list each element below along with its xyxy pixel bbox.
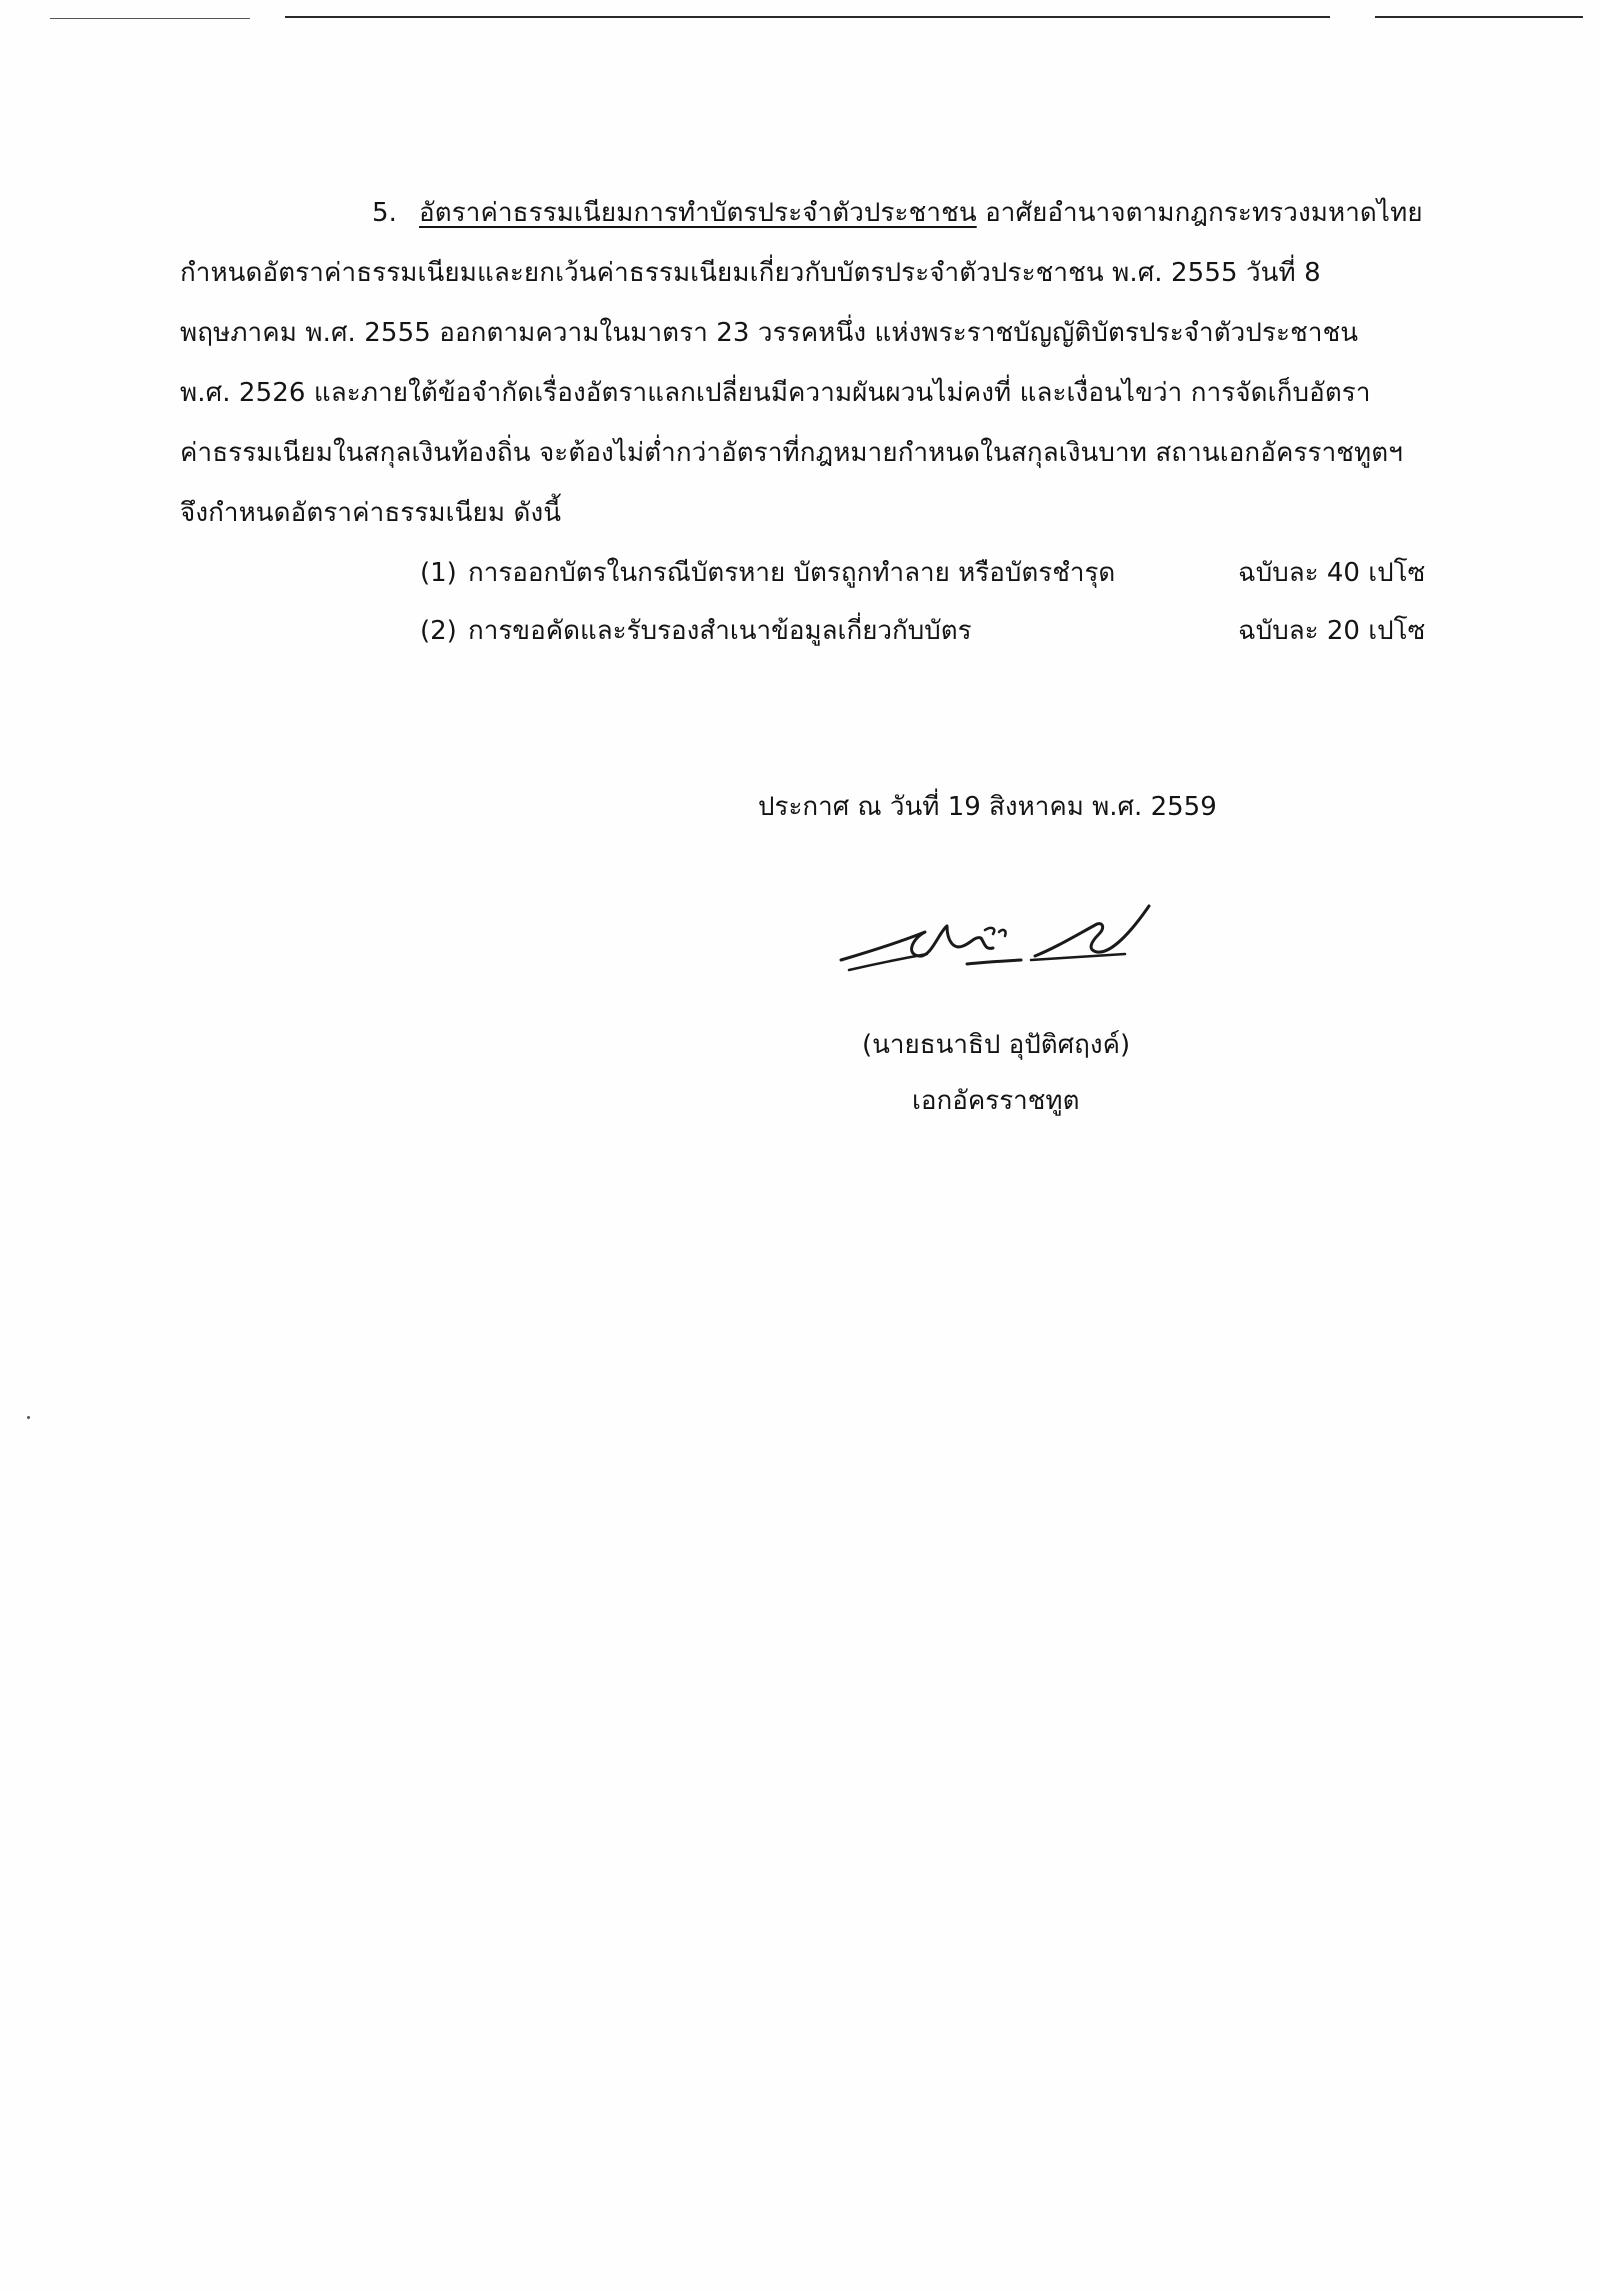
- paragraph-line-5: ค่าธรรมเนียมในสกุลเงินท้องถิ่น จะต้องไม่ต่ำกว่าอัตราที่กฎหมายกำหนดในสกุลเงินบาท สถานเอกอัครราชทูตฯ: [180, 438, 1403, 468]
- paragraph-line-4: พ.ศ. 2526 และภายใต้ข้อจำกัดเรื่องอัตราแลกเปลี่ยนมีความผันผวนไม่คงที่ และเงื่อนไขว่า การจัดเก็บอัตรา: [180, 378, 1371, 408]
- fee-item-amount: ฉบับละ 40 เปโซ: [1238, 558, 1426, 588]
- scan-speck: [27, 1416, 30, 1419]
- fee-item-amount: ฉบับละ 20 เปโซ: [1238, 616, 1426, 646]
- scan-edge-stroke: [50, 18, 250, 19]
- fee-item: [420, 614, 972, 648]
- fee-item-number: (1): [420, 558, 457, 588]
- paragraph-line-3: พฤษภาคม พ.ศ. 2555 ออกตามความในมาตรา 23 วรรคหนึ่ง แห่งพระราชบัญญัติบัตรประจำตัวประชาชน: [180, 318, 1359, 348]
- section-heading: อัตราค่าธรรมเนียมการทำบัตรประจำตัวประชาชน: [419, 198, 977, 228]
- announcement-date: ประกาศ ณ วันที่ 19 สิงหาคม พ.ศ. 2559: [758, 792, 1217, 822]
- paragraph-line-1-rest: อาศัยอำนาจตามกฎกระทรวงมหาดไทย: [985, 198, 1423, 228]
- signatory-title: เอกอัครราชทูต: [912, 1086, 1080, 1116]
- handwritten-signature: [835, 888, 1195, 998]
- paragraph-line-1: [372, 196, 1423, 230]
- fee-item-description: การออกบัตรในกรณีบัตรหาย บัตรถูกทำลาย หรือบัตรชำรุด: [468, 558, 1116, 588]
- scan-edge-stroke: [1375, 16, 1583, 18]
- signatory-name: (นายธนาธิป อุปัติศฤงค์): [862, 1030, 1131, 1060]
- section-number: 5.: [372, 198, 398, 228]
- fee-item-description: การขอคัดและรับรองสำเนาข้อมูลเกี่ยวกับบัตร: [468, 616, 972, 646]
- scan-edge-stroke: [285, 16, 1330, 18]
- paragraph-line-6: จึงกำหนดอัตราค่าธรรมเนียม ดังนี้: [180, 498, 562, 528]
- fee-item: [420, 556, 1115, 590]
- fee-item-number: (2): [420, 616, 457, 646]
- paragraph-line-2: กำหนดอัตราค่าธรรมเนียมและยกเว้นค่าธรรมเนียมเกี่ยวกับบัตรประจำตัวประชาชน พ.ศ. 2555 วันที่ 8: [180, 258, 1321, 288]
